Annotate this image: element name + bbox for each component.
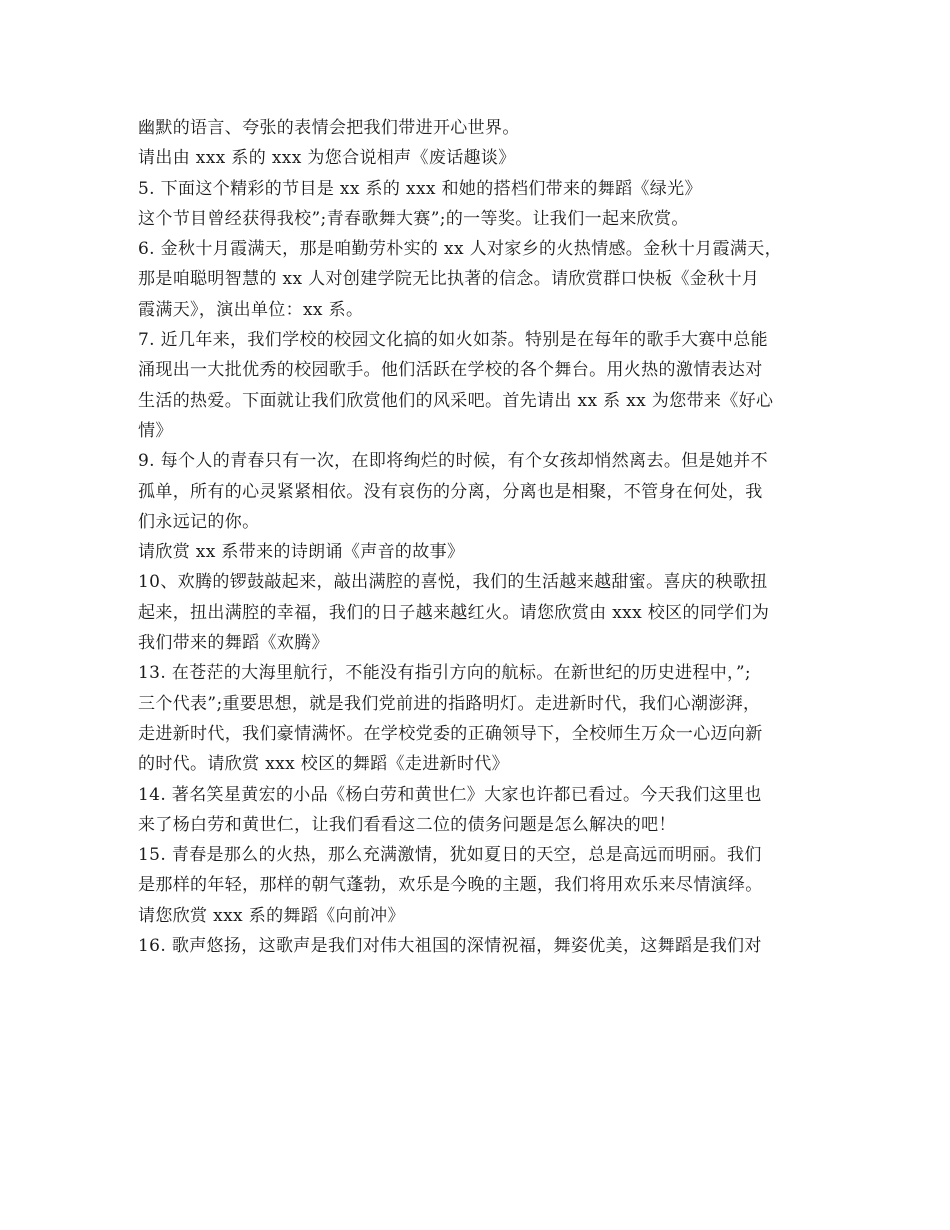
text-line: 的时代。请欣赏 xxx 校区的舞蹈《走进新时代》 [138, 754, 509, 775]
text-line: 15. 青春是那么的火热，那么充满激情，犹如夏日的天空，总是高远而明丽。我们 [138, 845, 762, 866]
document-body [138, 113, 828, 961]
text-line: 14. 著名笑星黄宏的小品《杨白劳和黄世仁》大家也许都已看过。今天我们这里也 [138, 784, 762, 805]
text-line: 请您欣赏 xxx 系的舞蹈《向前冲》 [138, 905, 405, 926]
text-line: 是那样的年轻，那样的朝气蓬勃，欢乐是今晚的主题，我们将用欢乐来尽情演绎。 [138, 875, 763, 896]
text-line: 来了杨白劳和黄世仁，让我们看看这二位的债务问题是怎么解决的吧！ [138, 814, 676, 835]
text-line: 情》 [138, 420, 173, 441]
text-line: 们永远记的你。 [138, 511, 260, 532]
text-line: 涌现出一大批优秀的校园歌手。他们活跃在学校的各个舞台。用火热的激情表达对 [138, 360, 763, 381]
text-line: 这个节目曾经获得我校”;青春歌舞大赛”;的一等奖。让我们一起来欣赏。 [138, 208, 689, 229]
text-line: 6. 金秋十月霞满天，那是咱勤劳朴实的 xx 人对家乡的火热情感。金秋十月霞满天， [138, 239, 782, 260]
text-line: 10、欢腾的锣鼓敲起来，敲出满腔的喜悦，我们的生活越来越甜蜜。喜庆的秧歌扭 [138, 572, 768, 593]
text-line: 13. 在苍茫的大海里航行，不能没有指引方向的航标。在新世纪的历史进程中，”; [138, 663, 752, 684]
text-line: 7. 近几年来，我们学校的校园文化搞的如火如荼。特别是在每年的歌手大赛中总能 [138, 330, 768, 351]
text-line: 生活的热爱。下面就让我们欣赏他们的风采吧。首先请出 xx 系 xx 为您带来《好心 [138, 390, 774, 411]
text-line: 那是咱聪明智慧的 xx 人对创建学院无比执著的信念。请欣赏群口快板《金秋十月 [138, 269, 760, 290]
text-line: 幽默的语言、夸张的表情会把我们带进开心世界。 [138, 118, 520, 138]
text-line: 请欣赏 xx 系带来的诗朗诵《声音的故事》 [138, 542, 465, 563]
text-line: 请出由 xxx 系的 xxx 为您合说相声《废话趣谈》 [138, 148, 516, 169]
text-line: 16. 歌声悠扬，这歌声是我们对伟大祖国的深情祝福，舞姿优美，这舞蹈是我们对 [138, 936, 762, 957]
text-line: 霞满天》，演出单位：xx 系。 [138, 299, 364, 320]
text-line: 走进新时代，我们豪情满怀。在学校党委的正确领导下，全校师生万众一心迈向新 [138, 723, 763, 744]
text-line: 孤单，所有的心灵紧紧相依。没有哀伤的分离，分离也是相聚，不管身在何处，我 [138, 481, 763, 502]
text-line: 我们带来的舞蹈《欢腾》 [138, 633, 329, 654]
text-line: 起来，扭出满腔的幸福，我们的日子越来越红火。请您欣赏由 xxx 校区的同学们为 [138, 602, 770, 623]
text-line: 三个代表”;重要思想，就是我们党前进的指路明灯。走进新时代，我们心潮澎湃， [138, 693, 761, 714]
text-line: 9. 每个人的青春只有一次，在即将绚烂的时候，有个女孩却悄然离去。但是她并不 [138, 451, 768, 472]
text-line: 5. 下面这个精彩的节目是 xx 系的 xxx 和她的搭档们带来的舞蹈《绿光》 [138, 178, 702, 199]
